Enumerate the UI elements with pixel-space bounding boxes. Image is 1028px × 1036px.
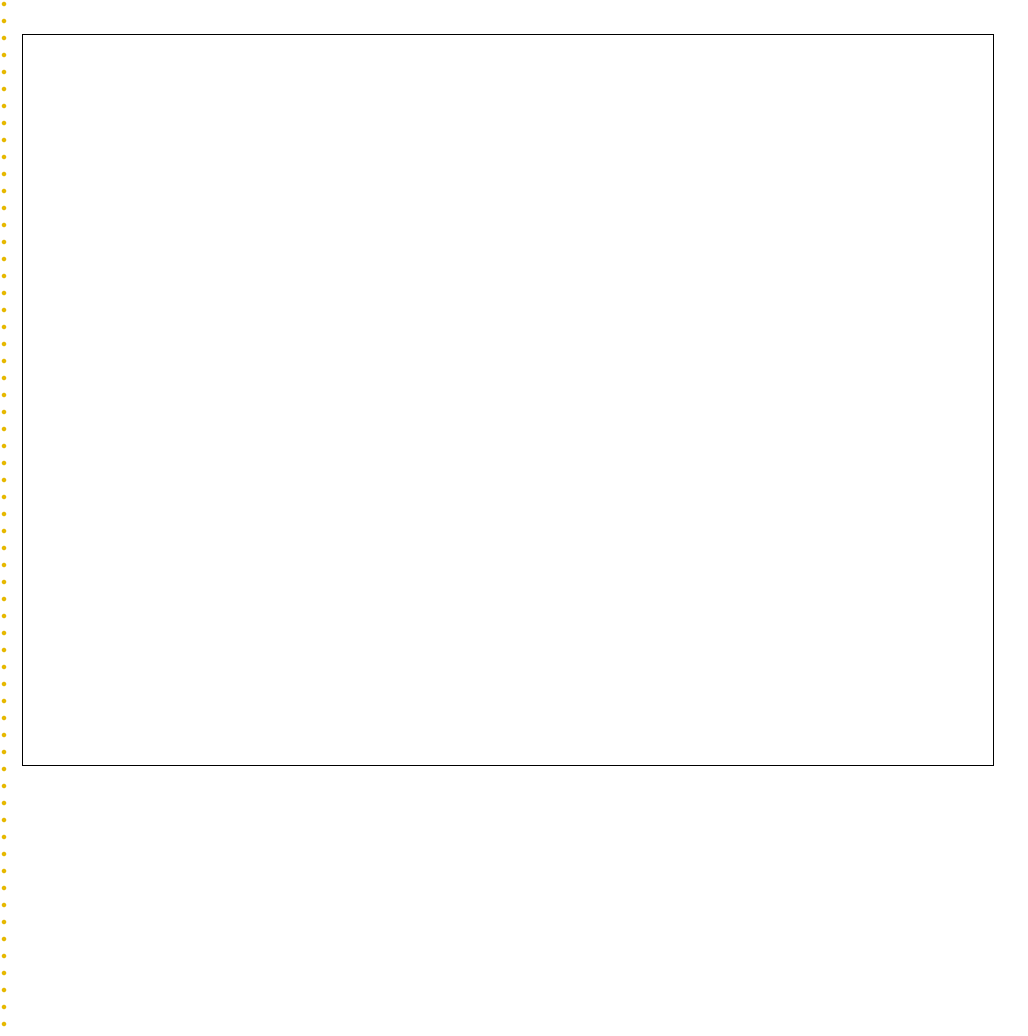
content-frame [22, 34, 994, 766]
page-border-decoration [0, 0, 10, 1036]
